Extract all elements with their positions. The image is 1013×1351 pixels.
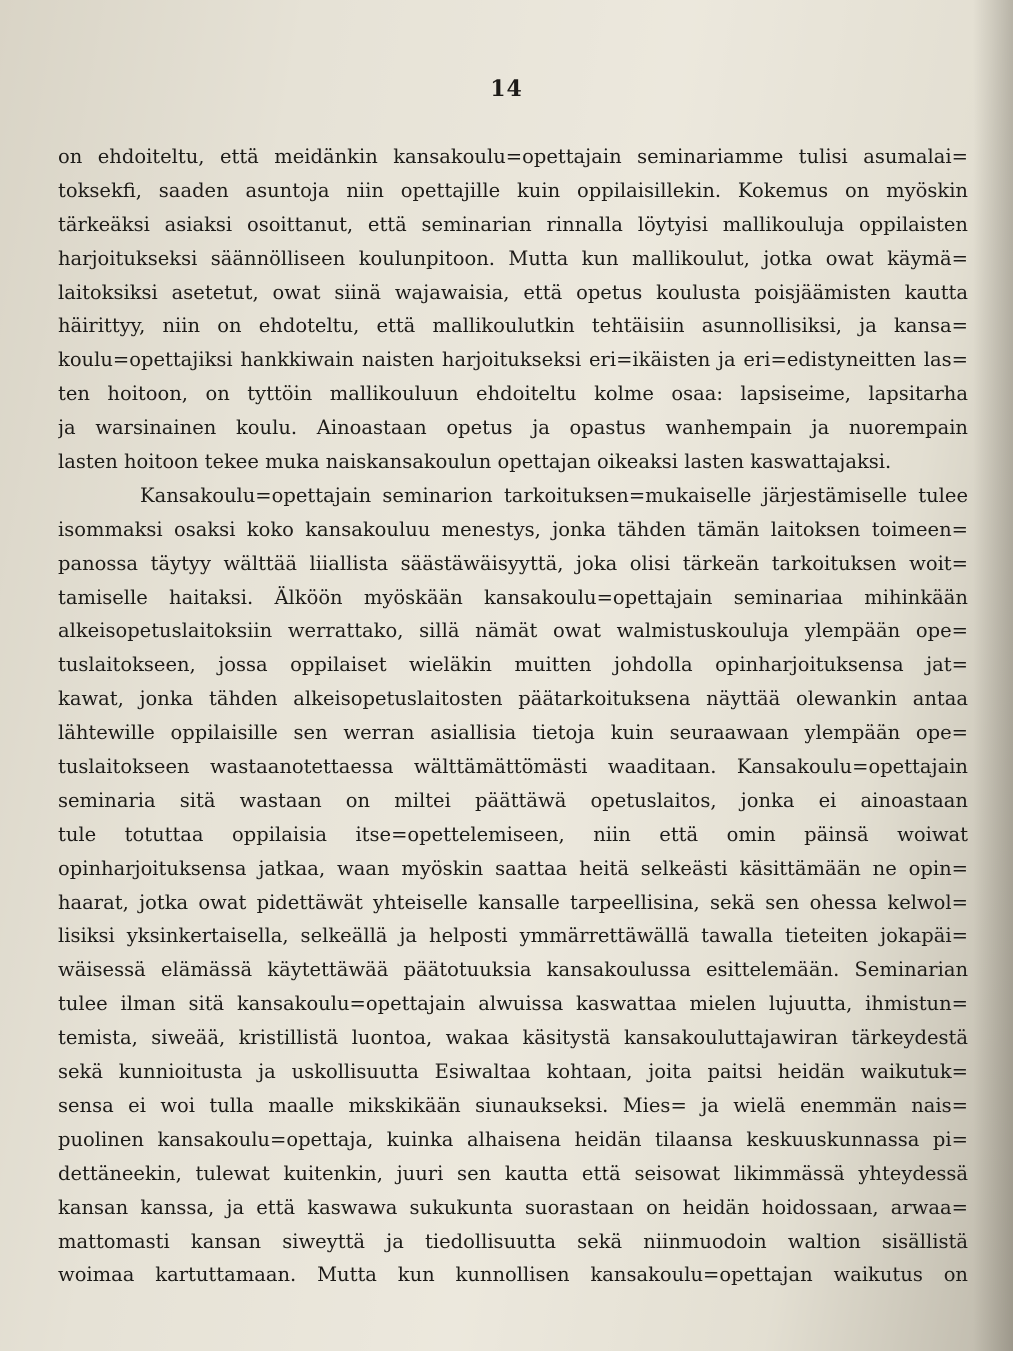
text-line: ja warsinainen koulu. Ainoastaan opetus ja opastus wanhempain ja nuorempain xyxy=(58,416,968,440)
text-line: tuslaitokseen wastaanotettaessa wälttämättömästi waaditaan. Kansakoulu=opettajain xyxy=(58,755,968,779)
text-line: kansan kanssa, ja että kaswawa sukukunta suorastaan on heidän hoidossaan, arwaa= xyxy=(58,1195,968,1219)
text-line: lasten hoitoon tekee muka naiskansakoulun opettajan oikeaksi lasten kaswattajaksi. xyxy=(58,450,892,474)
body-text xyxy=(58,140,968,1292)
text-line: isommaksi osaksi koko kansakouluu menestys, jonka tähden tämän laitoksen toimeen= xyxy=(58,517,968,541)
text-line: koulu=opettajiksi hankkiwain naisten harjoitukseksi eri=ikäisten ja eri=edistyneitten las= xyxy=(58,348,968,372)
text-line: tulee ilman sitä kansakoulu=opettajain alwuissa kaswattaa mielen lujuutta, ihmistun= xyxy=(58,992,968,1016)
text-line: tärkeäksi asiaksi osoittanut, että seminarian rinnalla löytyisi mallikouluja oppilaisten xyxy=(58,212,968,236)
page-number: 14 xyxy=(490,76,523,102)
text-line: puolinen kansakoulu=opettaja, kuinka alhaisena heidän tilaansa keskuuskunnassa pi= xyxy=(58,1127,968,1151)
text-line: tamiselle haitaksi. Älköön myöskään kansakoulu=opettajain seminariaa mihinkään xyxy=(58,585,968,609)
text-line: ten hoitoon, on tyttöin mallikouluun ehdoiteltu kolme osaa: lapsiseime, lapsitarha xyxy=(58,382,968,406)
text-line: toksekfi, saaden asuntoja niin opettajille kuin oppilaisillekin. Kokemus on myöskin xyxy=(58,178,968,202)
page-edge-shadow xyxy=(973,0,1013,1351)
text-line: lisiksi yksinkertaisella, selkeällä ja helposti ymmärrettäwällä tawalla tieteiten jokapäi= xyxy=(58,924,968,948)
text-line: panossa täytyy wälttää liiallista säästäwäisyyttä, joka olisi tärkeän tarkoituksen woit= xyxy=(58,551,968,575)
text-line: häirittyy, niin on ehdoteltu, että mallikoulutkin tehtäisiin asunnollisiksi, ja kansa= xyxy=(58,314,968,338)
text-line: wäisessä elämässä käytettäwää päätotuuksia kansakoulussa esittelemään. Seminarian xyxy=(58,958,968,982)
text-line: haarat, jotka owat pidettäwät yhteiselle kansalle tarpeellisina, sekä sen ohessa kelwol= xyxy=(58,890,968,914)
text-line: harjoitukseksi säännölliseen koulunpitoon. Mutta kun mallikoulut, jotka owat käymä= xyxy=(58,246,968,270)
text-line: Kansakoulu=opettajain seminarion tarkoituksen=mukaiselle järjestämiselle tulee xyxy=(140,483,968,507)
text-line: opinharjoituksensa jatkaa, waan myöskin saattaa heitä selkeästi käsittämään ne opin= xyxy=(58,856,968,880)
text-line: seminaria sitä wastaan on miltei päättäwä opetuslaitos, jonka ei ainoastaan xyxy=(58,788,968,812)
text-line: temista, siweää, kristillistä luontoa, wakaa käsitystä kansakouluttajawiran tärkeydestä xyxy=(58,1026,968,1050)
text-line: mattomasti kansan siweyttä ja tiedollisuutta sekä niinmuodoin waltion sisällistä xyxy=(58,1229,968,1253)
text-line: sensa ei woi tulla maalle mikskikään siunaukseksi. Mies= ja wielä enemmän nais= xyxy=(58,1093,968,1117)
text-line: alkeisopetuslaitoksiin werrattako, sillä nämät owat walmistuskouluja ylempään ope= xyxy=(58,619,968,643)
text-line: laitoksiksi asetetut, owat siinä wajawaisia, että opetus koulusta poisjäämisten kautta xyxy=(58,280,968,304)
text-line: on ehdoiteltu, että meidänkin kansakoulu=opettajain seminariamme tulisi asumalai= xyxy=(58,145,968,168)
text-line: woimaa kartuttamaan. Mutta kun kunnollisen kansakoulu=opettajan waikutus on xyxy=(58,1263,968,1287)
text-line: sekä kunnioitusta ja uskollisuutta Esiwaltaa kohtaan, joita paitsi heidän waikutuk= xyxy=(58,1060,968,1084)
text-line: tuslaitokseen, jossa oppilaiset wieläkin muitten johdolla opinharjoituksensa jat= xyxy=(58,653,968,677)
text-line: kawat, jonka tähden alkeisopetuslaitosten päätarkoituksena näyttää olewankin antaa xyxy=(58,687,968,711)
text-line: lähtewille oppilaisille sen werran asiallisia tietoja kuin seuraawaan ylempään ope= xyxy=(58,721,968,745)
text-line: tule totuttaa oppilaisia itse=opettelemiseen, niin että omin päinsä woiwat xyxy=(58,822,968,846)
text-line: dettäneekin, tulewat kuitenkin, juuri sen kautta että seisowat likimmässä yhteydessä xyxy=(58,1161,968,1185)
